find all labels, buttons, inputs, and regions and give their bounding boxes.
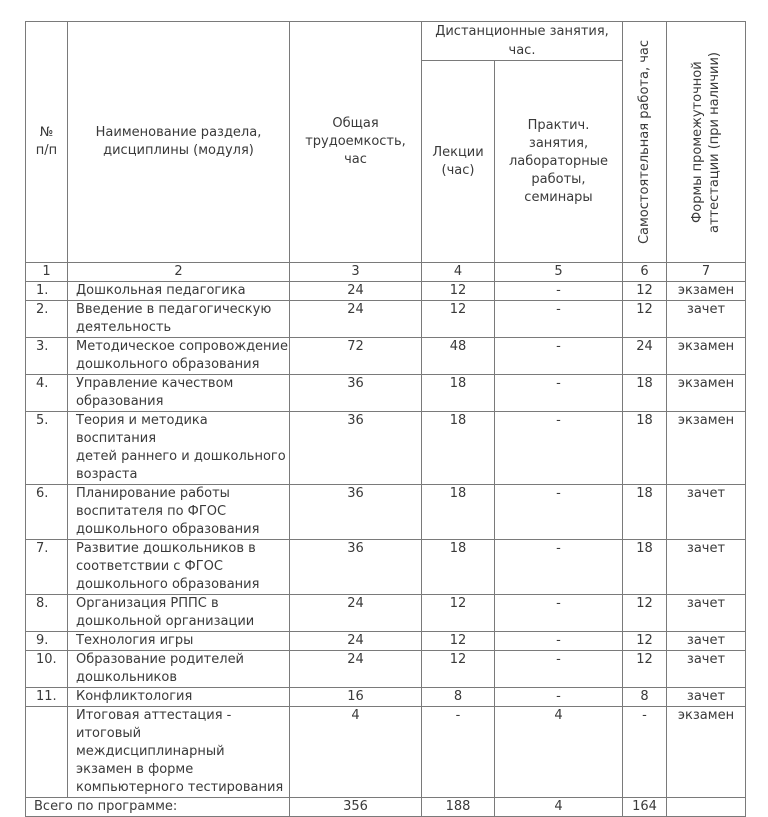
row-name: Планирование работы воспитателя по ФГОС дошкольного образования [68,485,290,540]
header-num: № п/п [26,22,68,263]
totals-form [667,798,746,817]
totals-lectures: 188 [422,798,495,817]
row-form: экзамен [667,707,746,798]
table-row [26,688,746,707]
row-selfwork: - [623,707,667,798]
totals-label: Всего по программе: [26,798,290,817]
row-number: 9. [26,632,68,651]
table-row [26,282,746,301]
row-number: 2. [26,301,68,338]
row-selfwork: 18 [623,412,667,485]
row-lectures: 12 [422,632,495,651]
column-number-cell: 4 [422,263,495,282]
header-forms: Формы промежуточной аттестации (при наличии) [667,22,746,263]
row-form: зачет [667,540,746,595]
row-lectures: 12 [422,595,495,632]
row-number: 10. [26,651,68,688]
row-selfwork: 18 [623,540,667,595]
row-name: Методическое сопровождение дошкольного образования [68,338,290,375]
header-total: Общая трудоемкость, час [290,22,422,263]
column-number-cell: 6 [623,263,667,282]
row-form: зачет [667,485,746,540]
row-number: 11. [26,688,68,707]
row-name: Организация РППС в дошкольной организации [68,595,290,632]
row-number: 6. [26,485,68,540]
table-row [26,632,746,651]
row-name: Теория и методика воспитания детей раннего и дошкольного возраста [68,412,290,485]
row-total: 4 [290,707,422,798]
table-row [26,651,746,688]
row-form: зачет [667,688,746,707]
row-total: 24 [290,632,422,651]
header-selfwork: Самостоятельная работа, час [623,22,667,263]
row-name: Итоговая аттестация - итоговый междисциплинарный экзамен в форме компьютерного тестирования [68,707,290,798]
header-distance-group: Дистанционные занятия, час. [422,22,623,61]
row-selfwork: 12 [623,595,667,632]
row-total: 36 [290,485,422,540]
row-practical: - [495,485,623,540]
row-lectures: 12 [422,282,495,301]
row-name: Конфликтология [68,688,290,707]
curriculum-table [25,21,746,817]
row-number: 7. [26,540,68,595]
column-number-cell: 1 [26,263,68,282]
totals-selfwork: 164 [623,798,667,817]
row-total: 24 [290,595,422,632]
table-row [26,540,746,595]
row-form: экзамен [667,282,746,301]
row-practical: - [495,338,623,375]
row-form: зачет [667,301,746,338]
table-row [26,338,746,375]
row-lectures: 18 [422,540,495,595]
table-row [26,595,746,632]
row-total: 36 [290,375,422,412]
row-practical: - [495,301,623,338]
row-number: 4. [26,375,68,412]
row-lectures: 12 [422,301,495,338]
row-number [26,707,68,798]
row-practical: - [495,412,623,485]
table-row [26,485,746,540]
row-lectures: - [422,707,495,798]
header-practical: Практич. занятия, лабораторные работы, семинары [495,61,623,263]
row-selfwork: 8 [623,688,667,707]
table-row [26,707,746,798]
totals-practical: 4 [495,798,623,817]
row-practical: - [495,375,623,412]
table-row [26,375,746,412]
row-name: Технология игры [68,632,290,651]
row-number: 5. [26,412,68,485]
row-lectures: 12 [422,651,495,688]
row-practical: - [495,540,623,595]
row-name: Развитие дошкольников в соответствии с ФГОС дошкольного образования [68,540,290,595]
row-practical: - [495,282,623,301]
column-number-cell: 7 [667,263,746,282]
row-name: Дошкольная педагогика [68,282,290,301]
row-total: 24 [290,301,422,338]
row-total: 24 [290,282,422,301]
row-selfwork: 12 [623,651,667,688]
row-number: 3. [26,338,68,375]
header-name: Наименование раздела, дисциплины (модуля) [68,22,290,263]
totals-total: 356 [290,798,422,817]
row-total: 36 [290,540,422,595]
row-lectures: 48 [422,338,495,375]
column-number-cell: 5 [495,263,623,282]
row-lectures: 18 [422,412,495,485]
row-name: Управление качеством образования [68,375,290,412]
row-selfwork: 12 [623,632,667,651]
row-selfwork: 24 [623,338,667,375]
row-total: 72 [290,338,422,375]
row-practical: 4 [495,707,623,798]
column-numbers-row [26,263,746,282]
row-name: Введение в педагогическую деятельность [68,301,290,338]
row-lectures: 8 [422,688,495,707]
column-number-cell: 2 [68,263,290,282]
row-selfwork: 18 [623,375,667,412]
row-form: экзамен [667,375,746,412]
row-lectures: 18 [422,485,495,540]
row-form: экзамен [667,338,746,375]
table-row [26,301,746,338]
row-selfwork: 18 [623,485,667,540]
row-practical: - [495,688,623,707]
row-total: 24 [290,651,422,688]
row-practical: - [495,632,623,651]
row-name: Образование родителей дошкольников [68,651,290,688]
header-lectures: Лекции (час) [422,61,495,263]
totals-row [26,798,746,817]
row-form: экзамен [667,412,746,485]
column-number-cell: 3 [290,263,422,282]
row-number: 8. [26,595,68,632]
row-lectures: 18 [422,375,495,412]
row-form: зачет [667,651,746,688]
row-number: 1. [26,282,68,301]
row-practical: - [495,651,623,688]
row-practical: - [495,595,623,632]
row-form: зачет [667,595,746,632]
row-selfwork: 12 [623,301,667,338]
row-total: 36 [290,412,422,485]
row-selfwork: 12 [623,282,667,301]
row-form: зачет [667,632,746,651]
row-total: 16 [290,688,422,707]
table-row [26,412,746,485]
